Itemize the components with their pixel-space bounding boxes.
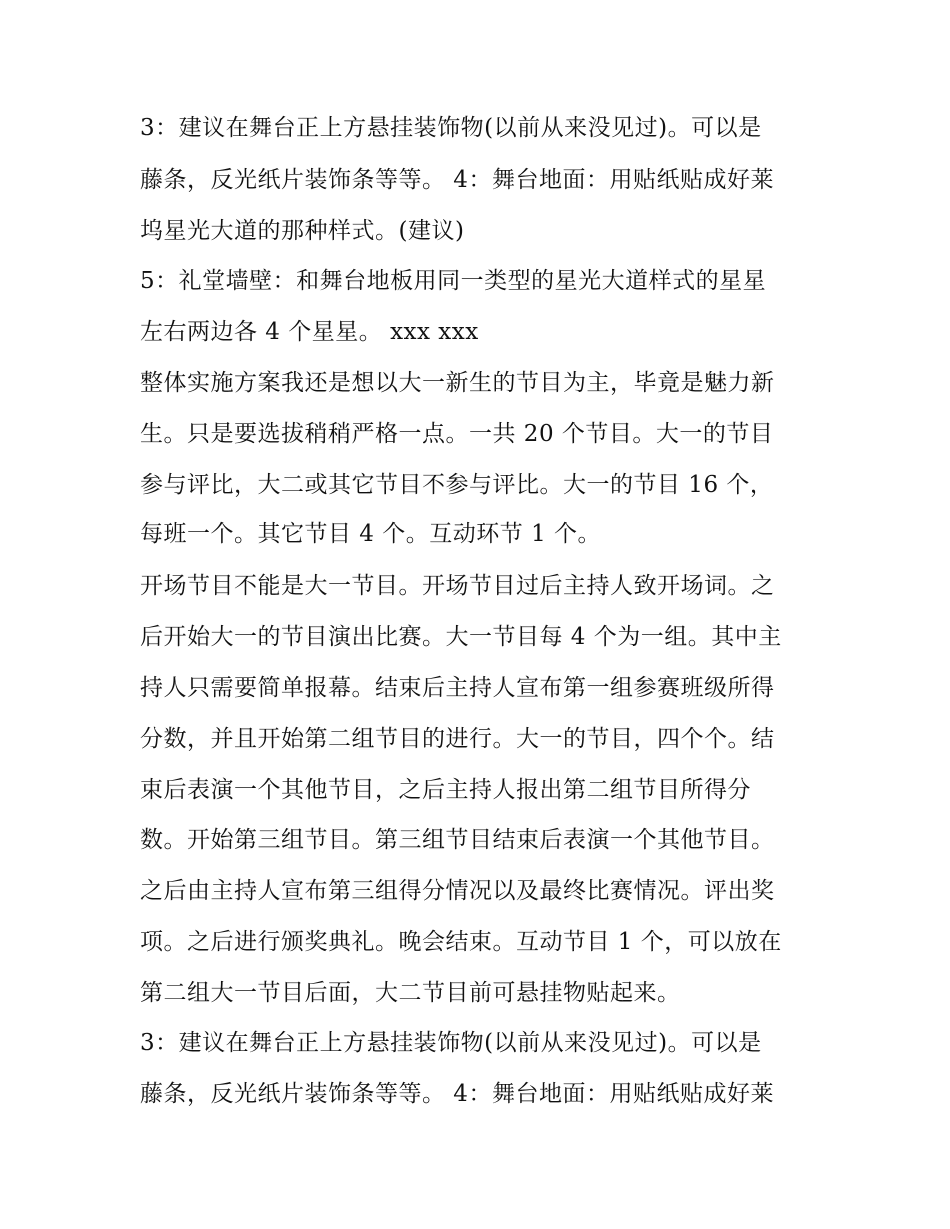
text-line-15: 数。开始第三组节目。第三组节目结束后表演一个其他节目。 bbox=[140, 827, 775, 853]
text-line-19: 3：建议在舞台正上方悬挂装饰物(以前从来没见过)。可以是 bbox=[140, 1030, 762, 1056]
text-line-2: 藤条，反光纸片装饰条等等。 4：舞台地面：用贴纸贴成好莱 bbox=[140, 167, 774, 193]
text-line-7: 生。只是要选拔稍稍严格一点。一共 20 个节目。大一的节目 bbox=[140, 421, 774, 447]
text-line-16: 之后由主持人宣布第三组得分情况以及最终比赛情况。评出奖 bbox=[140, 878, 775, 904]
text-line-6: 整体实施方案我还是想以大一新生的节目为主，毕竟是魅力新 bbox=[140, 370, 775, 396]
text-line-4: 5：礼堂墙壁：和舞台地板用同一类型的星光大道样式的星星 bbox=[140, 268, 767, 294]
text-line-3: 坞星光大道的那种样式。(建议) bbox=[140, 218, 465, 244]
text-line-20: 藤条，反光纸片装饰条等等。 4：舞台地面：用贴纸贴成好莱 bbox=[140, 1081, 774, 1107]
text-line-1: 3：建议在舞台正上方悬挂装饰物(以前从来没见过)。可以是 bbox=[140, 115, 762, 141]
text-line-8: 参与评比，大二或其它节目不参与评比。大一的节目 16 个， bbox=[140, 472, 774, 498]
text-line-5: 左右两边各 4 个星星。 xxx xxx bbox=[140, 319, 479, 345]
text-line-14: 束后表演一个其他节目，之后主持人报出第二组节目所得分 bbox=[140, 777, 751, 803]
text-line-9: 每班一个。其它节目 4 个。互动环节 1 个。 bbox=[140, 521, 602, 547]
text-line-11: 后开始大一的节目演出比赛。大一节目每 4 个为一组。其中主 bbox=[140, 624, 782, 650]
text-line-10: 开场节目不能是大一节目。开场节目过后主持人致开场词。之 bbox=[140, 573, 775, 599]
text-line-13: 分数，并且开始第二组节目的进行。大一的节目，四个个。结 bbox=[140, 726, 775, 752]
text-line-12: 持人只需要简单报幕。结束后主持人宣布第一组参赛班级所得 bbox=[140, 675, 775, 701]
text-line-17: 项。之后进行颁奖典礼。晚会结束。互动节目 1 个，可以放在 bbox=[140, 929, 782, 955]
text-line-18: 第二组大一节目后面，大二节目前可悬挂物贴起来。 bbox=[140, 980, 681, 1006]
